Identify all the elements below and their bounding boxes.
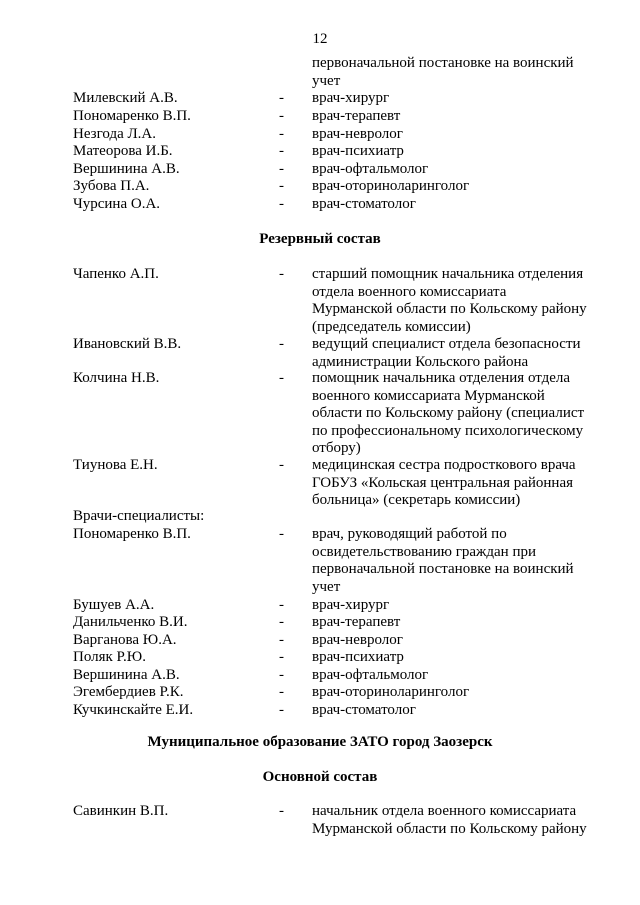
role-line: освидетельствованию граждан при bbox=[312, 543, 537, 560]
member-role bbox=[312, 266, 612, 336]
dash-separator: - bbox=[279, 370, 284, 386]
role-line: старший помощник начальника отделения bbox=[312, 266, 584, 282]
dash-separator: - bbox=[279, 336, 284, 352]
continuation-line: учет bbox=[312, 72, 341, 89]
role-line: области по Кольскому району (специалист bbox=[312, 405, 585, 422]
member-name: Матеорова И.Б. bbox=[73, 143, 173, 159]
role-line: ГОБУЗ «Кольская центральная районная bbox=[312, 474, 574, 491]
member-role bbox=[312, 161, 612, 179]
role-line: медицинская сестра подросткового врача bbox=[312, 457, 576, 473]
role-line: врач-хирург bbox=[312, 597, 390, 613]
member-role bbox=[312, 336, 612, 371]
role-line: администрации Кольского района bbox=[312, 353, 529, 370]
member-role bbox=[312, 632, 612, 650]
dash-separator: - bbox=[279, 143, 284, 159]
role-line: Мурманской области по Кольскому району bbox=[312, 820, 587, 837]
page-number: 12 bbox=[312, 31, 328, 47]
reserve-heading: Резервный состав bbox=[259, 231, 381, 247]
member-role bbox=[312, 649, 612, 667]
doctors-label: Врачи-специалисты: bbox=[73, 508, 205, 524]
dash-separator: - bbox=[279, 702, 284, 718]
role-line: учет bbox=[312, 578, 341, 595]
member-name: Савинкин В.П. bbox=[73, 803, 169, 819]
member-name: Поляк Р.Ю. bbox=[73, 649, 146, 665]
dash-separator: - bbox=[279, 632, 284, 648]
role-line: помощник начальника отделения отдела bbox=[312, 370, 571, 386]
member-role bbox=[312, 702, 612, 720]
dash-separator: - bbox=[279, 457, 284, 473]
role-line: по профессиональному психологическому bbox=[312, 422, 584, 439]
dash-separator: - bbox=[279, 126, 284, 142]
dash-separator: - bbox=[279, 803, 284, 819]
member-name: Чапенко А.П. bbox=[73, 266, 159, 282]
member-role bbox=[312, 526, 612, 596]
member-role bbox=[312, 196, 612, 214]
role-line: начальник отдела военного комиссариата bbox=[312, 803, 577, 819]
member-name: Ивановский В.В. bbox=[73, 336, 182, 352]
role-line: врач-офтальмолог bbox=[312, 667, 429, 683]
member-role bbox=[312, 667, 612, 685]
role-line: врач-оториноларинголог bbox=[312, 684, 470, 700]
municipality-heading: Муниципальное образование ЗАТО город Заозерск bbox=[147, 734, 493, 750]
dash-separator: - bbox=[279, 161, 284, 177]
member-role bbox=[312, 457, 612, 510]
role-line: врач-терапевт bbox=[312, 108, 401, 124]
role-line: врач-психиатр bbox=[312, 649, 404, 665]
role-line: врач-стоматолог bbox=[312, 702, 416, 718]
role-line: военного комиссариата Мурманской bbox=[312, 387, 545, 404]
member-name: Тиунова Е.Н. bbox=[73, 457, 158, 473]
role-line: Мурманской области по Кольскому району bbox=[312, 301, 587, 318]
member-role bbox=[312, 803, 612, 838]
member-name: Пономаренко В.П. bbox=[73, 108, 191, 124]
role-line: врач-офтальмолог bbox=[312, 161, 429, 177]
member-name: Данильченко В.И. bbox=[73, 614, 188, 630]
dash-separator: - bbox=[279, 90, 284, 106]
member-name: Милевский А.В. bbox=[73, 90, 178, 106]
dash-separator: - bbox=[279, 649, 284, 665]
member-role bbox=[312, 126, 612, 144]
dash-separator: - bbox=[279, 196, 284, 212]
role-line: врач-невролог bbox=[312, 632, 403, 648]
member-role bbox=[312, 108, 612, 126]
member-role bbox=[312, 684, 612, 702]
dash-separator: - bbox=[279, 178, 284, 194]
dash-separator: - bbox=[279, 597, 284, 613]
member-name: Вершинина А.В. bbox=[73, 161, 180, 177]
member-role bbox=[312, 597, 612, 615]
dash-separator: - bbox=[279, 526, 284, 542]
dash-separator: - bbox=[279, 614, 284, 630]
member-name: Бушуев А.А. bbox=[73, 597, 155, 613]
dash-separator: - bbox=[279, 684, 284, 700]
member-role bbox=[312, 178, 612, 196]
role-line: врач, руководящий работой по bbox=[312, 526, 507, 542]
member-role bbox=[312, 614, 612, 632]
continuation-line: первоначальной постановке на воинский bbox=[312, 55, 574, 71]
continuation-text bbox=[312, 55, 612, 90]
role-line: врач-психиатр bbox=[312, 143, 404, 159]
main-composition-heading: Основной состав bbox=[262, 769, 378, 785]
role-line: врач-стоматолог bbox=[312, 196, 416, 212]
role-line: ведущий специалист отдела безопасности bbox=[312, 336, 581, 352]
role-line: отдела военного комиссариата bbox=[312, 283, 507, 300]
role-line: врач-терапевт bbox=[312, 614, 401, 630]
member-role bbox=[312, 143, 612, 161]
role-line: врач-невролог bbox=[312, 126, 403, 142]
dash-separator: - bbox=[279, 266, 284, 282]
member-role bbox=[312, 370, 612, 458]
member-name: Варганова Ю.А. bbox=[73, 632, 177, 648]
role-line: больница» (секретарь комиссии) bbox=[312, 492, 521, 509]
member-name: Незгода Л.А. bbox=[73, 126, 156, 142]
member-role bbox=[312, 90, 612, 108]
member-name: Эгембердиев Р.К. bbox=[73, 684, 184, 700]
member-name: Колчина Н.В. bbox=[73, 370, 160, 386]
role-line: врач-хирург bbox=[312, 90, 390, 106]
dash-separator: - bbox=[279, 108, 284, 124]
member-name: Кучкинскайте Е.И. bbox=[73, 702, 194, 718]
member-name: Зубова П.А. bbox=[73, 178, 150, 194]
member-name: Вершинина А.В. bbox=[73, 667, 180, 683]
dash-separator: - bbox=[279, 667, 284, 683]
role-line: отбору) bbox=[312, 440, 361, 457]
role-line: первоначальной постановке на воинский bbox=[312, 561, 574, 578]
role-line: (председатель комиссии) bbox=[312, 318, 471, 335]
role-line: врач-оториноларинголог bbox=[312, 178, 470, 194]
member-name: Пономаренко В.П. bbox=[73, 526, 191, 542]
member-name: Чурсина О.А. bbox=[73, 196, 161, 212]
